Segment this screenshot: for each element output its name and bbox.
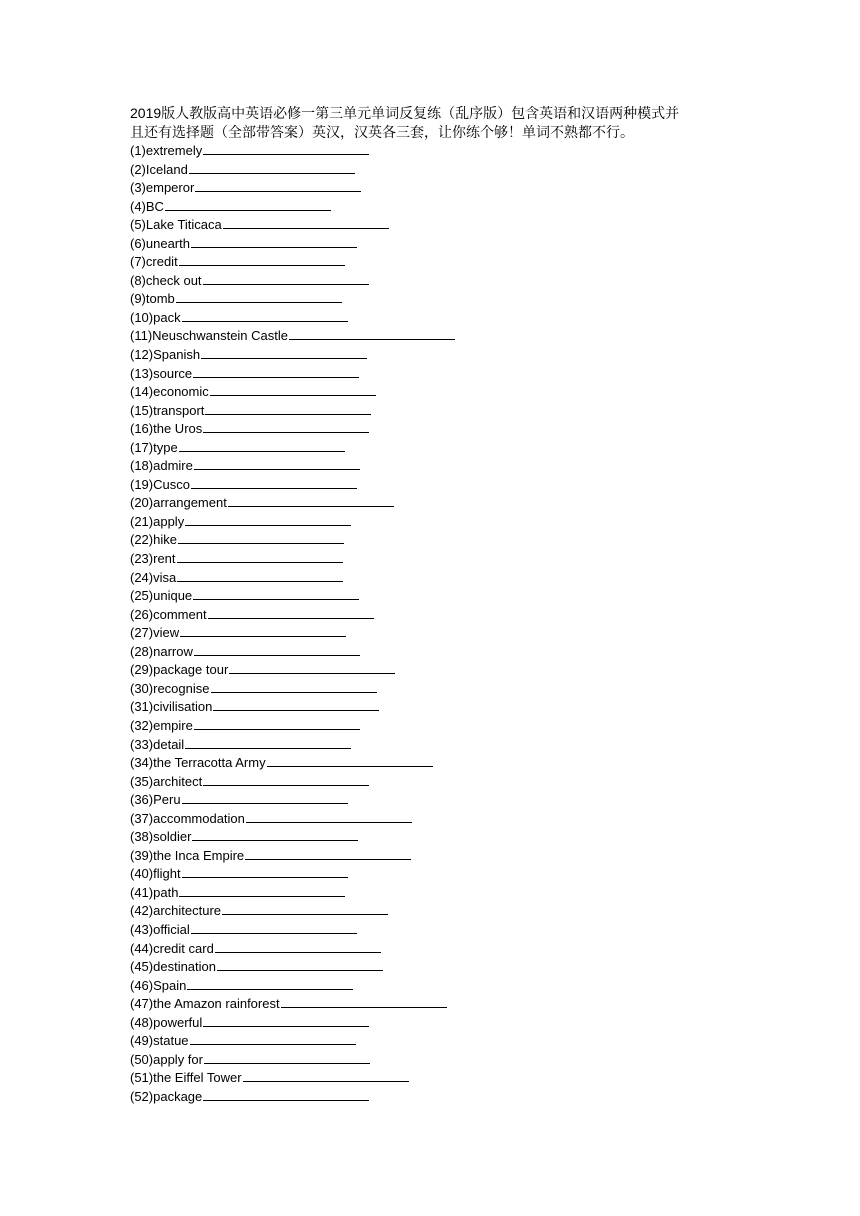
answer-blank-line[interactable] (246, 822, 412, 823)
answer-blank-line[interactable] (165, 210, 331, 211)
vocabulary-word: (13)source (130, 365, 193, 381)
title-line-2: 且还有选择题（全部带答案）英汉，汉英各三套，让你练个够！单词不熟都不行。 (130, 124, 634, 140)
vocabulary-word: (33)detail (130, 736, 185, 752)
answer-blank-line[interactable] (182, 321, 348, 322)
answer-blank-line[interactable] (194, 469, 360, 470)
vocabulary-word: (34)the Terracotta Army (130, 755, 266, 771)
vocabulary-item (130, 810, 750, 829)
answer-blank-line[interactable] (176, 302, 342, 303)
vocabulary-word: (1)extremely (130, 143, 203, 158)
answer-blank-line[interactable] (215, 952, 381, 953)
vocabulary-word: (8)check out (130, 272, 202, 288)
vocabulary-word: (23)rent (130, 551, 176, 567)
answer-blank-line[interactable] (203, 1026, 369, 1027)
vocabulary-word: (5)Lake Titicaca (130, 217, 222, 233)
answer-blank-line[interactable] (187, 989, 353, 990)
vocabulary-word: (15)transport (130, 402, 205, 418)
vocabulary-word: (16)the Uros (130, 421, 203, 437)
vocabulary-word: (44)credit card (130, 940, 214, 956)
vocabulary-item (130, 513, 750, 532)
vocabulary-item (130, 754, 750, 773)
vocabulary-item (130, 995, 750, 1014)
vocabulary-word: (36)Peru (130, 792, 181, 808)
vocabulary-word: (14)economic (130, 384, 209, 400)
answer-blank-line[interactable] (245, 859, 411, 860)
vocabulary-word: (28)narrow (130, 643, 193, 659)
answer-blank-line[interactable] (201, 358, 367, 359)
answer-blank-line[interactable] (179, 265, 345, 266)
vocabulary-item (130, 457, 750, 476)
answer-blank-line[interactable] (192, 840, 358, 841)
answer-blank-line[interactable] (211, 692, 377, 693)
vocabulary-item (130, 476, 750, 495)
vocabulary-word: (32)empire (130, 717, 193, 733)
vocabulary-item (130, 161, 750, 180)
answer-blank-line[interactable] (203, 432, 369, 433)
vocabulary-item (130, 235, 750, 254)
vocabulary-item (130, 253, 750, 272)
vocabulary-item (130, 791, 750, 810)
vocabulary-item (130, 661, 750, 680)
answer-blank-line[interactable] (180, 636, 346, 637)
vocabulary-item (130, 327, 750, 346)
vocabulary-item (130, 717, 750, 736)
title-line-1: 2019版人教版高中英语必修一第三单元单词反复练（乱序版）包含英语和汉语两种模式并 (130, 105, 680, 121)
vocabulary-word: (37)accommodation (130, 810, 245, 826)
vocabulary-item (130, 773, 750, 792)
vocabulary-item (130, 865, 750, 884)
vocabulary-item (130, 1014, 750, 1033)
answer-blank-line[interactable] (177, 562, 343, 563)
vocabulary-word: (35)architect (130, 773, 203, 789)
answer-blank-line[interactable] (194, 655, 360, 656)
answer-blank-line[interactable] (178, 543, 344, 544)
vocabulary-item (130, 1051, 750, 1070)
vocabulary-word: (38)soldier (130, 829, 192, 845)
vocabulary-item (130, 1032, 750, 1051)
answer-blank-line[interactable] (185, 525, 351, 526)
answer-blank-line[interactable] (203, 1100, 369, 1101)
vocabulary-item (130, 940, 750, 959)
answer-blank-line[interactable] (217, 970, 383, 971)
vocabulary-word: (45)destination (130, 959, 216, 975)
vocabulary-item (130, 439, 750, 458)
vocabulary-word: (18)admire (130, 458, 193, 474)
vocabulary-word: (49)statue (130, 1033, 189, 1049)
vocabulary-item (130, 847, 750, 866)
vocabulary-item (130, 828, 750, 847)
vocabulary-word: (48)powerful (130, 1014, 203, 1030)
vocabulary-word: (3)emperor (130, 180, 195, 196)
answer-blank-line[interactable] (191, 933, 357, 934)
vocabulary-item (130, 736, 750, 755)
answer-blank-line[interactable] (208, 618, 374, 619)
vocabulary-item (130, 272, 750, 291)
vocabulary-word: (39)the Inca Empire (130, 847, 245, 863)
vocabulary-item (130, 902, 750, 921)
vocabulary-word: (4)BC (130, 198, 164, 214)
vocabulary-item (130, 1069, 750, 1088)
vocabulary-item (130, 550, 750, 569)
vocabulary-word: (51)the Eiffel Tower (130, 1070, 242, 1086)
vocabulary-item (130, 1088, 750, 1107)
vocabulary-item (130, 346, 750, 365)
answer-blank-line[interactable] (222, 914, 388, 915)
answer-blank-line[interactable] (289, 339, 455, 340)
answer-blank-line[interactable] (203, 785, 369, 786)
vocabulary-item (130, 216, 750, 235)
answer-blank-line[interactable] (210, 395, 376, 396)
answer-blank-line[interactable] (213, 710, 379, 711)
vocabulary-item (130, 624, 750, 643)
vocabulary-item (130, 698, 750, 717)
vocabulary-item (130, 884, 750, 903)
vocabulary-word: (21)apply (130, 513, 185, 529)
answer-blank-line[interactable] (179, 896, 345, 897)
vocabulary-word: (43)official (130, 921, 190, 937)
answer-blank-line[interactable] (267, 766, 433, 767)
vocabulary-word: (24)visa (130, 569, 177, 585)
vocabulary-item (130, 569, 750, 588)
answer-blank-line[interactable] (182, 803, 348, 804)
answer-blank-line[interactable] (195, 191, 361, 192)
answer-blank-line[interactable] (177, 581, 343, 582)
vocabulary-item (130, 290, 750, 309)
vocabulary-item (130, 958, 750, 977)
vocabulary-item (130, 420, 750, 439)
answer-blank-line[interactable] (223, 228, 389, 229)
answer-blank-line[interactable] (182, 877, 348, 878)
vocabulary-word: (17)type (130, 439, 178, 455)
vocabulary-word: (42)architecture (130, 903, 222, 919)
answer-blank-line[interactable] (229, 673, 395, 674)
answer-blank-line[interactable] (205, 414, 371, 415)
vocabulary-word: (30)recognise (130, 680, 210, 696)
answer-blank-line[interactable] (204, 1063, 370, 1064)
vocabulary-word: (12)Spanish (130, 347, 201, 363)
vocabulary-word: (22)hike (130, 532, 177, 548)
answer-blank-line[interactable] (190, 1044, 356, 1045)
vocabulary-item (130, 198, 750, 217)
vocabulary-word: (2)Iceland (130, 161, 188, 177)
worksheet-page (130, 104, 750, 1106)
vocabulary-item (130, 383, 750, 402)
answer-blank-line[interactable] (191, 488, 357, 489)
vocabulary-item (130, 643, 750, 662)
vocabulary-item (130, 494, 750, 513)
answer-blank-line[interactable] (203, 154, 369, 155)
answer-blank-line[interactable] (189, 173, 355, 174)
vocabulary-word: (52)package (130, 1088, 203, 1104)
vocabulary-word: (11)Neuschwanstein Castle (130, 328, 288, 344)
answer-blank-line[interactable] (281, 1007, 447, 1008)
vocabulary-item (130, 531, 750, 550)
vocabulary-word: (10)pack (130, 309, 181, 325)
answer-blank-line[interactable] (191, 247, 357, 248)
answer-blank-line[interactable] (193, 599, 359, 600)
vocabulary-item (130, 606, 750, 625)
answer-blank-line[interactable] (194, 729, 360, 730)
vocabulary-item (130, 587, 750, 606)
answer-blank-line[interactable] (203, 284, 369, 285)
vocabulary-word: (19)Cusco (130, 476, 190, 492)
vocabulary-item (130, 402, 750, 421)
answer-blank-line[interactable] (243, 1081, 409, 1082)
vocabulary-word: (26)comment (130, 606, 207, 622)
vocabulary-word: (25)unique (130, 588, 193, 604)
answer-blank-line[interactable] (179, 451, 345, 452)
vocabulary-word: (29)package tour (130, 662, 229, 678)
answer-blank-line[interactable] (228, 506, 394, 507)
vocabulary-word: (41)path (130, 884, 179, 900)
vocabulary-word: (27)view (130, 625, 180, 641)
vocabulary-word: (46)Spain (130, 977, 187, 993)
answer-blank-line[interactable] (185, 748, 351, 749)
answer-blank-line[interactable] (193, 377, 359, 378)
worksheet-title (130, 104, 750, 142)
vocabulary-list (130, 142, 750, 1106)
vocabulary-word: (20)arrangement (130, 495, 227, 511)
vocabulary-item (130, 977, 750, 996)
vocabulary-item (130, 179, 750, 198)
vocabulary-item (130, 365, 750, 384)
vocabulary-word: (47)the Amazon rainforest (130, 996, 280, 1012)
vocabulary-word: (7)credit (130, 254, 178, 270)
vocabulary-item (130, 142, 750, 161)
vocabulary-item (130, 309, 750, 328)
vocabulary-item (130, 921, 750, 940)
vocabulary-word: (9)tomb (130, 291, 175, 307)
vocabulary-word: (40)flight (130, 866, 181, 882)
vocabulary-word: (50)apply for (130, 1051, 203, 1067)
vocabulary-word: (31)civilisation (130, 699, 213, 715)
vocabulary-item (130, 680, 750, 699)
vocabulary-word: (6)unearth (130, 235, 190, 251)
